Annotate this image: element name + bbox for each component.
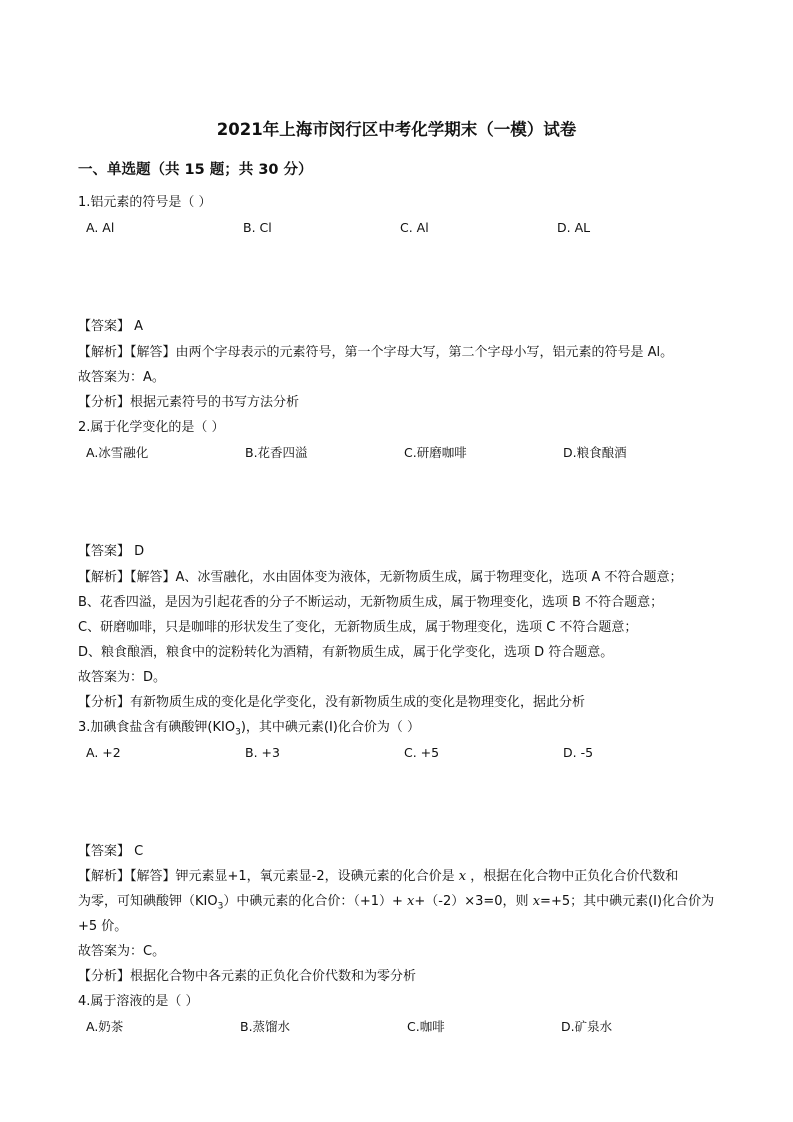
q3-variable-x: x — [458, 869, 467, 884]
q2-fenxi: 【分析】有新物质生成的变化是化学变化，没有新物质生成的变化是物理变化，据此分析 — [78, 695, 586, 710]
q3-analysis-b-formula-2: +（-2）×3=0，则 — [414, 894, 529, 909]
q1-stem: 1.铝元素的符号是（ ） — [78, 195, 212, 210]
q1-conclusion: 故答案为：A。 — [78, 370, 165, 385]
q2-analysis-b: B、花香四溢，是因为引起花香的分子不断运动，无新物质生成，属于物理变化，选项 B 不符合题意； — [78, 595, 664, 610]
q2-analysis-d: D、粮食酿酒，粮食中的淀粉转化为酒精，有新物质生成，属于化学变化，选项 D 符合题意。 — [78, 645, 614, 660]
q3-analysis — [78, 868, 678, 886]
q1-option-a: A. Al — [86, 220, 115, 235]
q2-answer: 【答案】 D — [78, 544, 145, 559]
q3-conclusion: 故答案为：C。 — [78, 944, 166, 959]
q2-analysis: 【解析】【解答】A、冰雪融化，水由固体变为液体，无新物质生成，属于物理变化，选项 A 不符合题意； — [78, 570, 683, 585]
q3-option-b: B. +3 — [245, 745, 280, 760]
q1-analysis: 【解析】【解答】由两个字母表示的元素符号，第一个字母大写，第二个字母小写，铝元素的符号是 Al。 — [78, 345, 674, 360]
q3-analysis-subscript: 3 — [217, 901, 224, 912]
q3-analysis-text-end: ，根据在化合物中正负化合价代数和 — [470, 869, 679, 884]
q3-answer: 【答案】 C — [78, 844, 144, 859]
q1-option-b: B. Cl — [243, 220, 272, 235]
q2-analysis-c: C、研磨咖啡，只是咖啡的形状发生了变化，无新物质生成，属于物理变化，选项 C 不符合题意； — [78, 620, 638, 635]
q3-variable-x-3: x — [532, 894, 541, 909]
q3-option-c: C. +5 — [404, 745, 440, 760]
q1-option-c: C. Al — [400, 220, 429, 235]
q3-fenxi: 【分析】根据化合物中各元素的正负化合价代数和为零分析 — [78, 969, 417, 984]
q2-conclusion: 故答案为：D。 — [78, 670, 167, 685]
q4-option-d: D.矿泉水 — [561, 1019, 613, 1034]
q3-option-a: A. +2 — [86, 745, 121, 760]
q1-option-d: D. AL — [557, 220, 591, 235]
q3-analysis-b-end: =+5；其中碘元素(I)化合价为 — [540, 894, 715, 909]
q3-analysis-c: +5 价。 — [78, 919, 128, 934]
q3-analysis-text: 【解析】【解答】钾元素显+1，氧元素显-2，设碘元素的化合价是 — [78, 869, 455, 884]
q2-option-b: B.花香四溢 — [245, 445, 308, 460]
q2-option-a: A.冰雪融化 — [86, 445, 149, 460]
q1-fenxi: 【分析】根据元素符号的书写方法分析 — [78, 395, 300, 410]
q2-stem: 2.属于化学变化的是（ ） — [78, 420, 225, 435]
q4-option-b: B.蒸馏水 — [240, 1019, 291, 1034]
q2-option-d: D.粮食酿酒 — [563, 445, 627, 460]
q3-option-d: D. -5 — [563, 745, 594, 760]
q4-option-a: A.奶茶 — [86, 1019, 124, 1034]
section-heading: 一、单选题（共 15 题；共 30 分） — [78, 162, 313, 178]
q3-analysis-b — [78, 893, 714, 911]
q3-stem-subscript: 3 — [235, 727, 241, 738]
q3-analysis-b-formula: ）中碘元素的化合价：（+1）+ — [223, 894, 403, 909]
q3-variable-x-2: x — [407, 894, 415, 909]
q4-stem: 4.属于溶液的是（ ） — [78, 994, 199, 1009]
q3-stem-text-end: )，其中碘元素(I)化合价为（ ） — [240, 720, 420, 735]
q3-stem-text: 3.加碘食盐含有碘酸钾(KIO — [78, 720, 236, 735]
q3-stem — [78, 719, 420, 737]
q4-option-c: C.咖啡 — [407, 1019, 445, 1034]
q2-option-c: C.研磨咖啡 — [404, 445, 467, 460]
q1-answer: 【答案】 A — [78, 319, 144, 334]
exam-title: 2021年上海市闵行区中考化学期末（一模）试卷 — [216, 120, 577, 139]
q3-analysis-b-text: 为零，可知碘酸钾（KIO — [78, 894, 218, 909]
